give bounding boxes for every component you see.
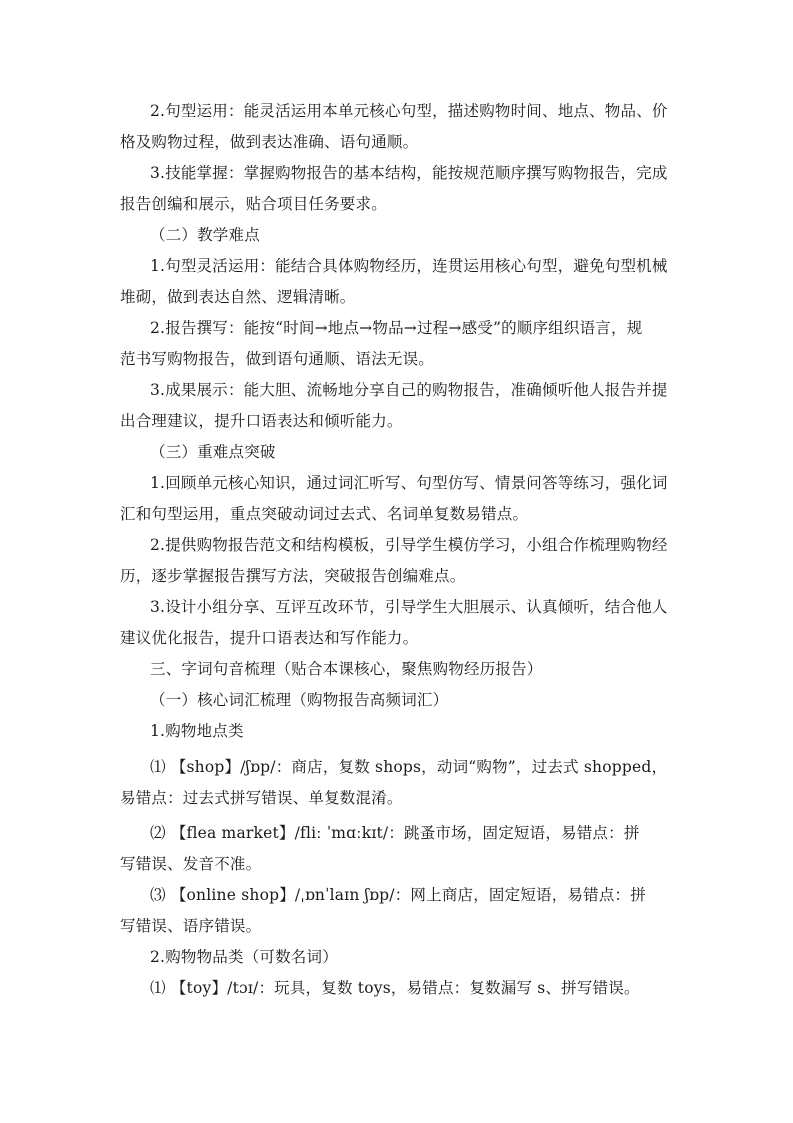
paragraph-skill-mastery-cont: [120, 189, 680, 220]
text-line: 建议优化报告，提升口语表达和写作能力。: [120, 629, 419, 647]
vocab-item-online-shop-cont: [120, 911, 680, 942]
section-heading-breakthrough: [120, 437, 680, 468]
heading-text: 三、字词句音梳理（贴合本课核心，聚焦购物经历报告）: [150, 660, 543, 678]
paragraph-difficulty-1: [120, 251, 680, 282]
paragraph-skill-mastery: [120, 158, 680, 189]
vocab-item-flea-market-cont: [120, 849, 680, 880]
vocab-item-shop-cont: [120, 783, 680, 814]
text-line: 3.成果展示：能大胆、流畅地分享自己的购物报告，准确倾听他人报告并提: [150, 381, 668, 399]
text-line: 范书写购物报告，做到语句通顺、语法无误。: [120, 350, 435, 368]
text-line: 写错误、发音不准。: [120, 855, 262, 873]
heading-text: 1.购物地点类: [150, 722, 244, 740]
paragraph-breakthrough-3: [120, 592, 680, 623]
subsection-heading-core-vocab: [120, 685, 680, 716]
text-line: 出合理建议，提升口语表达和倾听能力。: [120, 412, 403, 430]
heading-text: 2.购物物品类（可数名词）: [150, 948, 338, 966]
text-line: 格及购物过程，做到表达准确、语句通顺。: [120, 133, 419, 151]
text-line: 2.报告撰写：能按“时间→地点→物品→过程→感受”的顺序组织语言，规: [150, 319, 643, 337]
text-line: ⑶ 【online shop】/ˌɒnˈlaɪn ʃɒp/：网上商店，固定短语，易错点：拼: [150, 886, 646, 904]
paragraph-difficulty-3-cont: [120, 406, 680, 437]
text-line: 报告创编和展示，贴合项目任务要求。: [120, 195, 387, 213]
text-line: 3.技能掌握：掌握购物报告的基本结构，能按规范顺序撰写购物报告，完成: [150, 164, 668, 182]
paragraph-sentence-usage: [120, 96, 680, 127]
heading-text: （三）重难点突破: [150, 443, 276, 461]
text-line: 2.提供购物报告范文和结构模板，引导学生模仿学习，小组合作梳理购物经: [150, 536, 668, 554]
text-line: ⑴ 【toy】/tɔɪ/：玩具，复数 toys，易错点：复数漏写 s、拼写错误。: [150, 979, 640, 997]
paragraph-breakthrough-1: [120, 468, 680, 499]
text-line: 历，逐步掌握报告撰写方法，突破报告创编难点。: [120, 567, 466, 585]
text-line: 写错误、语序错误。: [120, 917, 262, 935]
text-line: 汇和句型运用，重点突破动词过去式、名词单复数易错点。: [120, 505, 529, 523]
paragraph-sentence-usage-cont: [120, 127, 680, 158]
text-line: 1.回顾单元核心知识，通过词汇听写、句型仿写、情景问答等练习，强化词: [150, 474, 668, 492]
paragraph-breakthrough-1-cont: [120, 499, 680, 530]
text-line: 3.设计小组分享、互评互改环节，引导学生大胆展示、认真倾听，结合他人: [150, 598, 668, 616]
paragraph-breakthrough-3-cont: [120, 623, 680, 654]
text-line: 堆砌，做到表达自然、逻辑清晰。: [120, 288, 356, 306]
paragraph-difficulty-3: [120, 375, 680, 406]
text-line: 2.句型运用：能灵活运用本单元核心句型，描述购物时间、地点、物品、价: [150, 102, 668, 120]
text-line: 易错点：过去式拼写错误、单复数混淆。: [120, 789, 403, 807]
section-heading-vocab-review: [120, 654, 680, 685]
paragraph-difficulty-2: [120, 313, 680, 344]
vocab-item-flea-market: [120, 818, 680, 849]
text-line: 1.句型灵活运用：能结合具体购物经历，连贯运用核心句型，避免句型机械: [150, 257, 668, 275]
category-heading-shopping-items: [120, 942, 680, 973]
vocab-item-online-shop: [120, 880, 680, 911]
vocab-item-toy: [120, 973, 680, 1004]
category-heading-shopping-places: [120, 716, 680, 747]
text-line: ⑴ 【shop】/ʃɒp/：商店，复数 shops，动词“购物”，过去式 shopped，: [150, 758, 668, 776]
vocab-item-shop: [120, 752, 680, 783]
paragraph-breakthrough-2: [120, 530, 680, 561]
text-line: ⑵ 【flea market】/fliː ˈmɑːkɪt/：跳蚤市场，固定短语，易错点：拼: [150, 824, 640, 842]
paragraph-difficulty-2-cont: [120, 344, 680, 375]
paragraph-difficulty-1-cont: [120, 282, 680, 313]
heading-text: （一）核心词汇梳理（购物报告高频词汇）: [150, 691, 449, 709]
heading-text: （二）教学难点: [150, 226, 260, 244]
paragraph-breakthrough-2-cont: [120, 561, 680, 592]
section-heading-teaching-difficulties: [120, 220, 680, 251]
